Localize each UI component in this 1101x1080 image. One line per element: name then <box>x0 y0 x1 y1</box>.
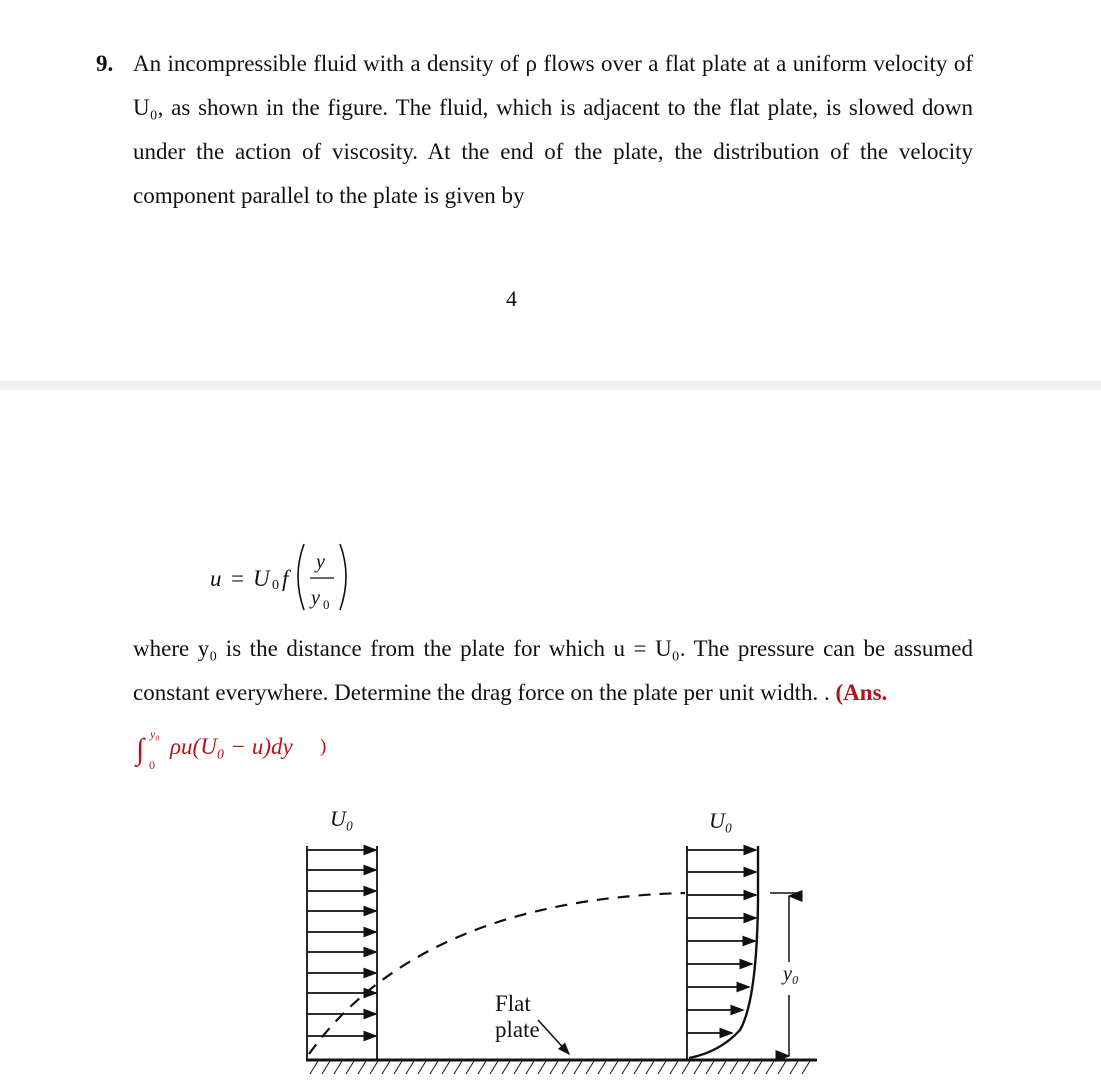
plate-leader-arrow <box>538 1020 569 1054</box>
equation-coefficient-subscript: 0 <box>272 578 279 593</box>
question-number: 9. <box>96 51 114 76</box>
equation-equals: = <box>231 566 244 591</box>
equation-numerator: y <box>316 551 325 573</box>
velocity-profile-curve <box>689 846 758 1058</box>
equation-denominator-subscript: 0 <box>323 597 330 612</box>
right-velocity-profile <box>687 846 758 1060</box>
question-paragraph-1: An incompressible fluid with a density of ρ flows over a flat plate at a uniform velocity of U₀, as shown in the figure. The fluid, which is adjacent to the flat plate, is slowed down under the action of viscosity. At the end of the plate, the distribution of the velocity component parallel to the plate is given by <box>133 51 973 208</box>
equation-lhs: u <box>210 566 222 591</box>
equation-function: f <box>282 566 289 591</box>
integral-body: ρu(U₀ − u)dy <box>170 734 293 759</box>
right-velocity-label: U₀ <box>709 808 733 833</box>
paragraph-2-text: where y₀ is the distance from the plate for which u = U₀. The pressure can be assumed constant everywhere. Determine the drag force on the plate per unit width. . <box>133 636 973 705</box>
page-number: 4 <box>506 286 517 311</box>
left-velocity-label: U₀ <box>330 806 354 831</box>
equation-denominator: y <box>311 587 320 609</box>
plate-hatching <box>310 1061 810 1074</box>
answer-close-paren: ) <box>320 736 327 757</box>
integral-upper-limit-text: y₀ <box>150 727 160 741</box>
integral-lower-limit: 0 <box>149 758 155 772</box>
equation-coefficient: U <box>253 566 270 591</box>
left-uniform-profile <box>307 846 377 1060</box>
integral-sign-icon: ∫ <box>136 733 145 766</box>
answer-label: (Ans. <box>835 680 888 705</box>
height-label: y₀ <box>783 963 799 985</box>
flat-plate-label: Flat plate <box>495 991 540 1042</box>
